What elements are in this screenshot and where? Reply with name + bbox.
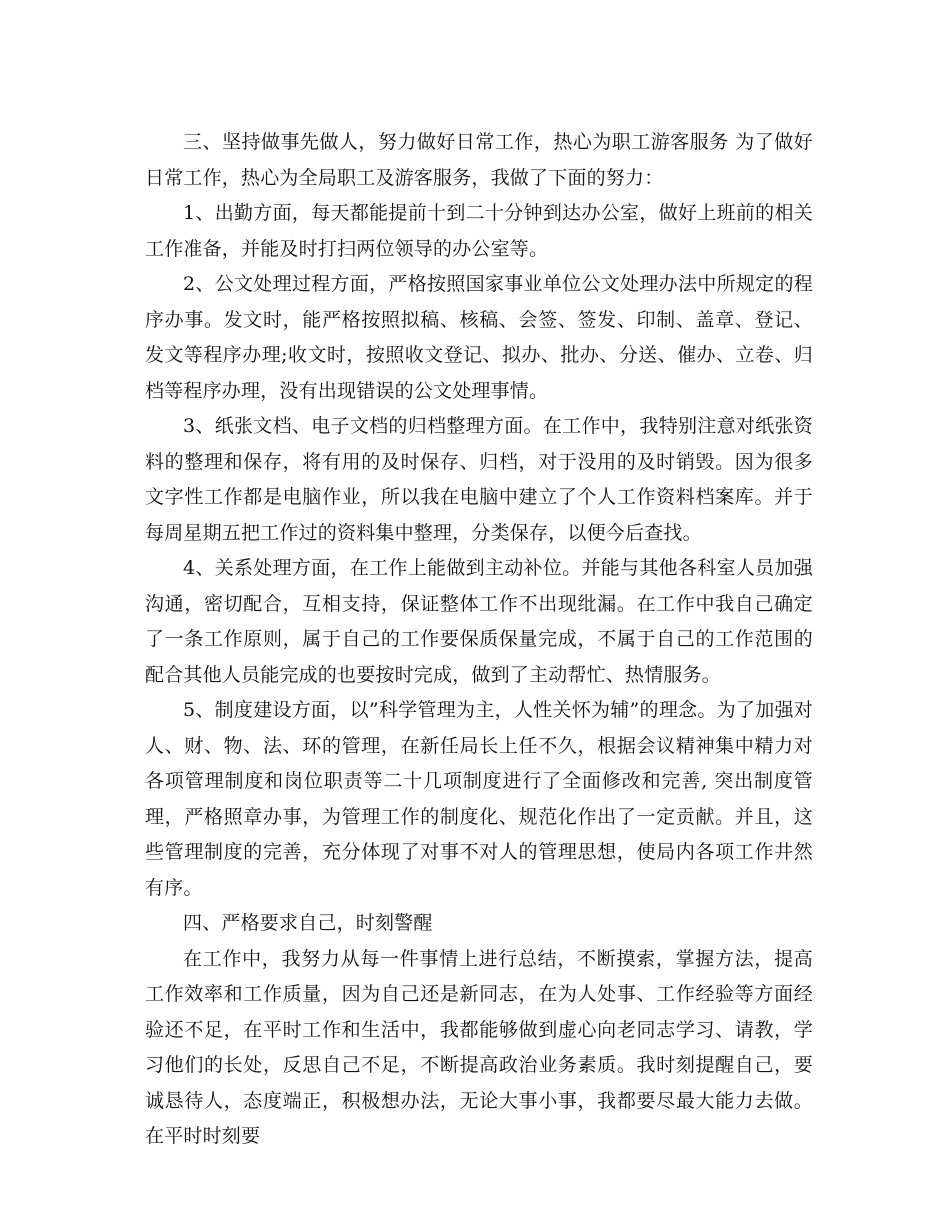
paragraph-archiving: 3、纸张文档、电子文档的归档整理方面。在工作中，我特别注意对纸张资料的整理和保存，将有用的及时保存、归档，对于没用的及时销毁。因为很多文字性工作都是电脑作业，所以我在电脑中建立了个人工作资料档案库。并于每周星期五把工作过的资料集中整理，分类保存，以便今后查找。 [145,415,813,544]
paragraph-section-three: 三、坚持做事先做人，努力做好日常工作，热心为职工游客服务 为了做好日常工作，热心为全局职工及游客服务，我做了下面的努力： [145,131,813,189]
paragraph-attendance: 1、出勤方面，每天都能提前十到二十分钟到达办公室，做好上班前的相关工作准备，并能及时打扫两位领导的办公室等。 [145,202,813,260]
paragraph-document-processing: 2、公文处理过程方面，严格按照国家事业单位公文处理办法中所规定的程序办事。发文时，能严格按照拟稿、核稿、会签、签发、印制、盖章、登记、发文等程序办理;收文时，按照收文登记、拟办、批办、分送、催办、立卷、归档等程序办理，没有出现错误的公文处理事情。 [145,273,813,402]
paragraph-self-discipline: 在工作中，我努力从每一件事情上进行总结，不断摸索，掌握方法，提高工作效率和工作质量，因为自己还是新同志，在为人处事、工作经验等方面经验还不足，在平时工作和生活中，我都能够做到虚心向老同志学习、请教，学习他们的长处，反思自己不足，不断提高政治业务素质。我时刻提醒自己，要诚恳待人，态度端正，积极想办法，无论大事小事，我都要尽最大能力去做。在平时时刻要 [145,947,813,1147]
document-body [145,125,813,1155]
paragraph-system-building: 5、制度建设方面，以”科学管理为主，人性关怀为辅”的理念。为了加强对人、财、物、法、环的管理，在新任局长上任不久，根据会议精神集中精力对各项管理制度和岗位职责等二十几项制度进行了全面修改和完善, 突出制度管理，严格照章办事，为管理工作的制度化、规范化作出了一定贡献。并且，这些管理制度的完善，充分体现了对事不对人的管理思想，使局内各项工作井然有序。 [145,699,813,899]
paragraph-relationships: 4、关系处理方面，在工作上能做到主动补位。并能与其他各科室人员加强沟通，密切配合，互相支持，保证整体工作不出现纰漏。在工作中我自己确定了一条工作原则，属于自己的工作要保质保量完成，不属于自己的工作范围的配合其他人员能完成的也要按时完成，做到了主动帮忙、热情服务。 [145,557,813,686]
paragraph-section-four-heading: 四、严格要求自己，时刻警醒 [183,912,433,934]
